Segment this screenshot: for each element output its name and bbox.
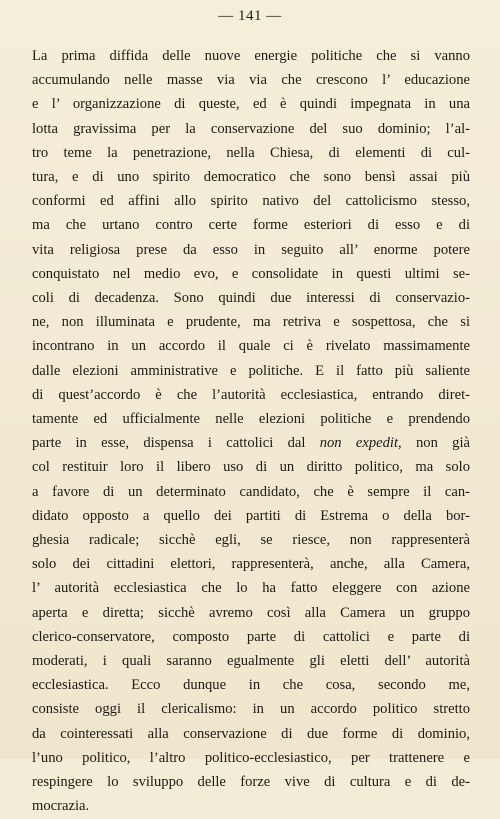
text-line: parte in esse, dispensa i cattolici dal non expedit, non già [32, 435, 470, 452]
text-line: lotta gravissima per la conservazione del suo dominio; l’al- [32, 120, 470, 137]
text-line: consiste oggi il clericalismo: in un accordo politico stretto [32, 701, 470, 718]
text-line: col restituir loro il libero uso di un diritto politico, ma solo [32, 459, 470, 476]
text-line: solo dei cittadini elettori, rappresenterà, anche, alla Camera, [32, 556, 470, 573]
text-line: vita religiosa prese da esso in seguito all’ enorme potere [32, 241, 470, 258]
text-line: l’uno politico, l’altro politico-ecclesiastico, per trattenere e [32, 749, 470, 766]
text-line: ghesia radicale; sicchè egli, se riesce, non rappresenterà [32, 532, 470, 549]
text-line: e l’ organizzazione di queste, ed è quindi impegnata in una [32, 96, 470, 113]
body-text [32, 44, 470, 819]
text-line: tamente ed ufficialmente nelle elezioni politiche e prendendo [32, 411, 470, 428]
text-line: incontrano in un accordo il quale ci è rivelato massimamente [32, 338, 470, 355]
text-line: l’ autorità ecclesiastica che lo ha fatto eleggere con azione [32, 580, 470, 597]
text-line: clerico-conservatore, composto parte di cattolici e parte di [32, 628, 470, 645]
page-number: — 141 — [218, 8, 282, 24]
text-line: conformi ed affini allo spirito nativo del cattolicismo stesso, [32, 193, 470, 210]
text-line: ne, non illuminata e prudente, ma retriva e sospettosa, che si [32, 314, 470, 331]
text-line: ecclesiastica. Ecco dunque in che cosa, secondo me, [32, 677, 470, 694]
text-line: didato opposto a quello dei partiti di Estrema o della bor- [32, 507, 470, 524]
italic-phrase: non expedit [319, 435, 399, 452]
text-line: respingere lo sviluppo delle forze vive di cultura e di de- [32, 774, 470, 791]
text-line: dalle elezioni amministrative e politiche. E il fatto più saliente [32, 362, 470, 379]
text-line: mocrazia. [32, 798, 90, 815]
text-line: conquistato nel medio evo, e consolidate in questi ultimi se- [32, 265, 470, 282]
text-line: La prima diffida delle nuove energie politiche che si vanno [32, 48, 470, 64]
text-line: aperta e diretta; sicchè avremo così alla Camera un gruppo [32, 604, 470, 621]
text-line: moderati, i quali saranno egualmente gli eletti dell’ autorità [32, 653, 470, 670]
text-line: coli di decadenza. Sono quindi due interessi di conservazio- [32, 290, 470, 307]
text-line: da cointeressati alla conservazione di due forme di dominio, [32, 725, 470, 742]
text-line: a favore di un determinato candidato, che è sempre il can- [32, 483, 470, 500]
text-line: di quest’accordo è che l’autorità ecclesiastica, entrando diret- [32, 386, 470, 403]
text-line: accumulando nelle masse via via che crescono l’ educazione [32, 72, 470, 89]
text-line: tro teme la penetrazione, nella Chiesa, di elementi di cul- [32, 144, 470, 161]
text-line: tura, e di uno spirito democratico che sono bensì assai più [32, 169, 470, 186]
text-line: ma che urtano contro certe forme esteriori di esso e di [32, 217, 470, 234]
